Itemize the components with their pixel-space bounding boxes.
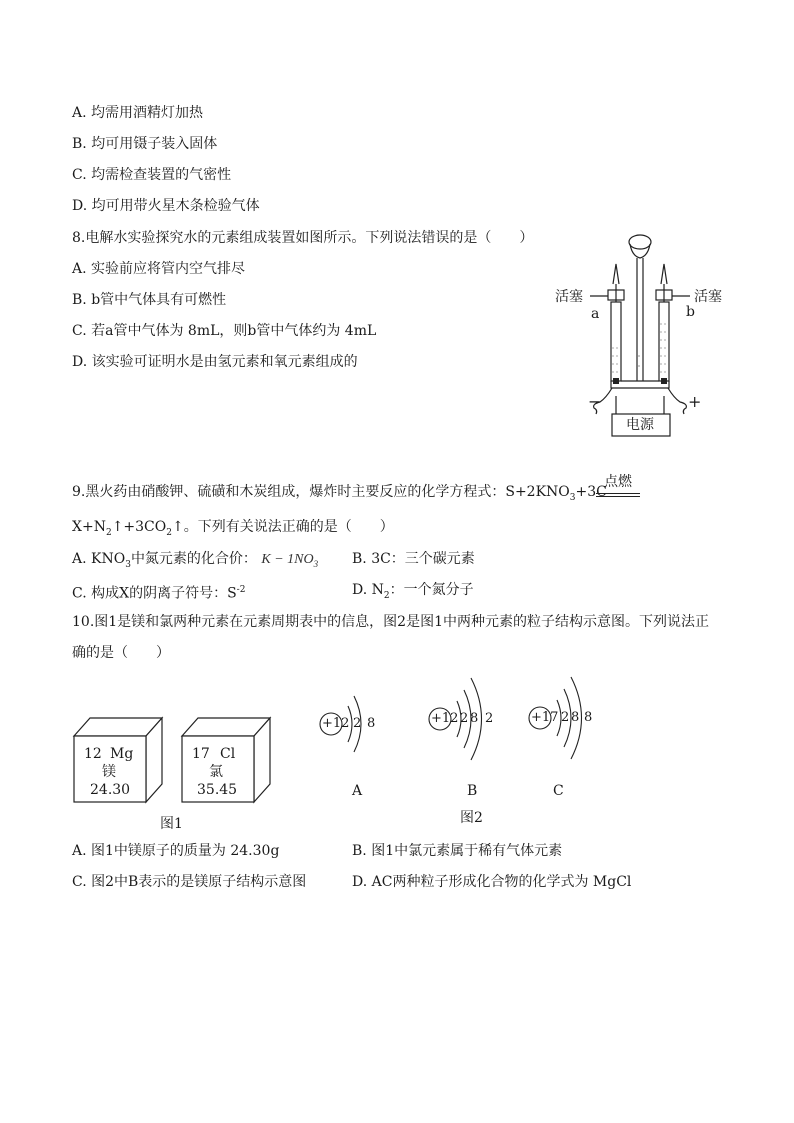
q7-option-c: C. 均需检查装置的气密性 [72, 167, 232, 183]
q8-option-d: D. 该实验可证明水是由氢元素和氧元素组成的 [72, 354, 358, 370]
particle-b-label: B [467, 783, 478, 799]
particle-a-shell-2: 8 [367, 716, 376, 731]
particle-c-nucleus: +17 [531, 710, 559, 725]
figure2-caption: 图2 [460, 810, 483, 826]
mg-symbol: Mg [110, 746, 134, 762]
q8-option-c: C. 若a管中气体为 8mL，则b管中气体约为 4mL [72, 323, 377, 339]
particle-c-shell-2: 8 [571, 710, 580, 725]
q7-option-b: B. 均可用镊子装入固体 [72, 136, 218, 152]
tube-b-label: b [686, 304, 695, 320]
q8-stem: 8.电解水实验探究水的元素组成装置如图所示。下列说法错误的是（ ） [72, 230, 534, 246]
mg-atomic-number: 12 [84, 746, 102, 762]
cl-atomic-mass: 35.45 [197, 782, 238, 798]
particle-a-label: A [352, 783, 363, 799]
electrolysis-apparatus-drawing [550, 226, 730, 440]
q10-stem-line2: 确的是（ ） [72, 645, 170, 661]
electrolysis-apparatus-figure [550, 226, 730, 440]
particle-b-shell-1: 2 [460, 711, 469, 726]
q8-option-a: A. 实验前应将管内空气排尽 [72, 261, 246, 277]
figure1-periodic-cells [72, 712, 282, 837]
minus-sign: − [588, 392, 602, 411]
mg-name: 镁 [102, 764, 116, 780]
stopcock-right-label: 活塞 [694, 289, 722, 305]
q10-option-d: D. AC两种粒子形成化合物的化学式为 MgCl [352, 874, 632, 890]
particle-c-shell-1: 2 [561, 710, 570, 725]
particle-b-shell-2: 8 [470, 711, 479, 726]
tube-a-label: a [591, 306, 600, 322]
cl-atomic-number: 17 [192, 746, 210, 762]
plus-sign: + [688, 392, 702, 411]
particle-c-shell-3: 8 [584, 710, 593, 725]
q10-option-a: A. 图1中镁原子的质量为 24.30g [72, 843, 280, 859]
particle-a-shell-1: 2 [353, 716, 362, 731]
q9-stem-line1: 9.黑火药由硝酸钾、硫磺和木炭组成，爆炸时主要反应的化学方程式：$S+2KNO_3+3C$ [72, 484, 607, 503]
particle-c-label: C [553, 783, 564, 799]
stopcock-left-label: 活塞 [555, 289, 583, 305]
cl-symbol: Cl [220, 746, 236, 762]
q9-option-d: D. $N_2$：一个氮分子 [352, 582, 474, 601]
q9-option-b: B. 3C：三个碳元素 [352, 551, 475, 567]
q7-option-d: D. 均可用带火星木条检验气体 [72, 198, 260, 214]
q8-option-b: B. b管中气体具有可燃性 [72, 292, 227, 308]
cl-name: 氯 [209, 764, 223, 780]
q10-option-b: B. 图1中氯元素属于稀有气体元素 [352, 843, 563, 859]
q10-option-c: C. 图2中B表示的是镁原子结构示意图 [72, 874, 307, 890]
particle-b-nucleus: +12 [431, 711, 459, 726]
particle-a-nucleus: +12 [322, 716, 350, 731]
particle-b-shell-3: 2 [485, 711, 494, 726]
mg-atomic-mass: 24.30 [90, 782, 131, 798]
reaction-condition [596, 474, 640, 497]
figure2-particle-diagrams [314, 668, 604, 828]
q7-option-a: A. 均需用酒精灯加热 [72, 105, 204, 121]
q9-stem-line2: $X+N_2↑+3CO_2↑$。下列有关说法正确的是（ ） [72, 519, 394, 538]
figure1-caption: 图1 [160, 816, 183, 832]
ignite-condition-label: 点燃 [604, 474, 632, 490]
power-supply-label: 电源 [626, 417, 654, 433]
q10-stem-line1: 10.图1是镁和氯两种元素在元素周期表中的信息，图2是图1中两种元素的粒子结构示意图。下列说法正 [72, 614, 709, 630]
q9-option-a: A. $KNO_3$中氮元素的化合价： $K - 1NO_3$ [72, 551, 319, 570]
q9-option-c: C. 构成X的阴离子符号：$S^{-2}$ [72, 585, 246, 602]
